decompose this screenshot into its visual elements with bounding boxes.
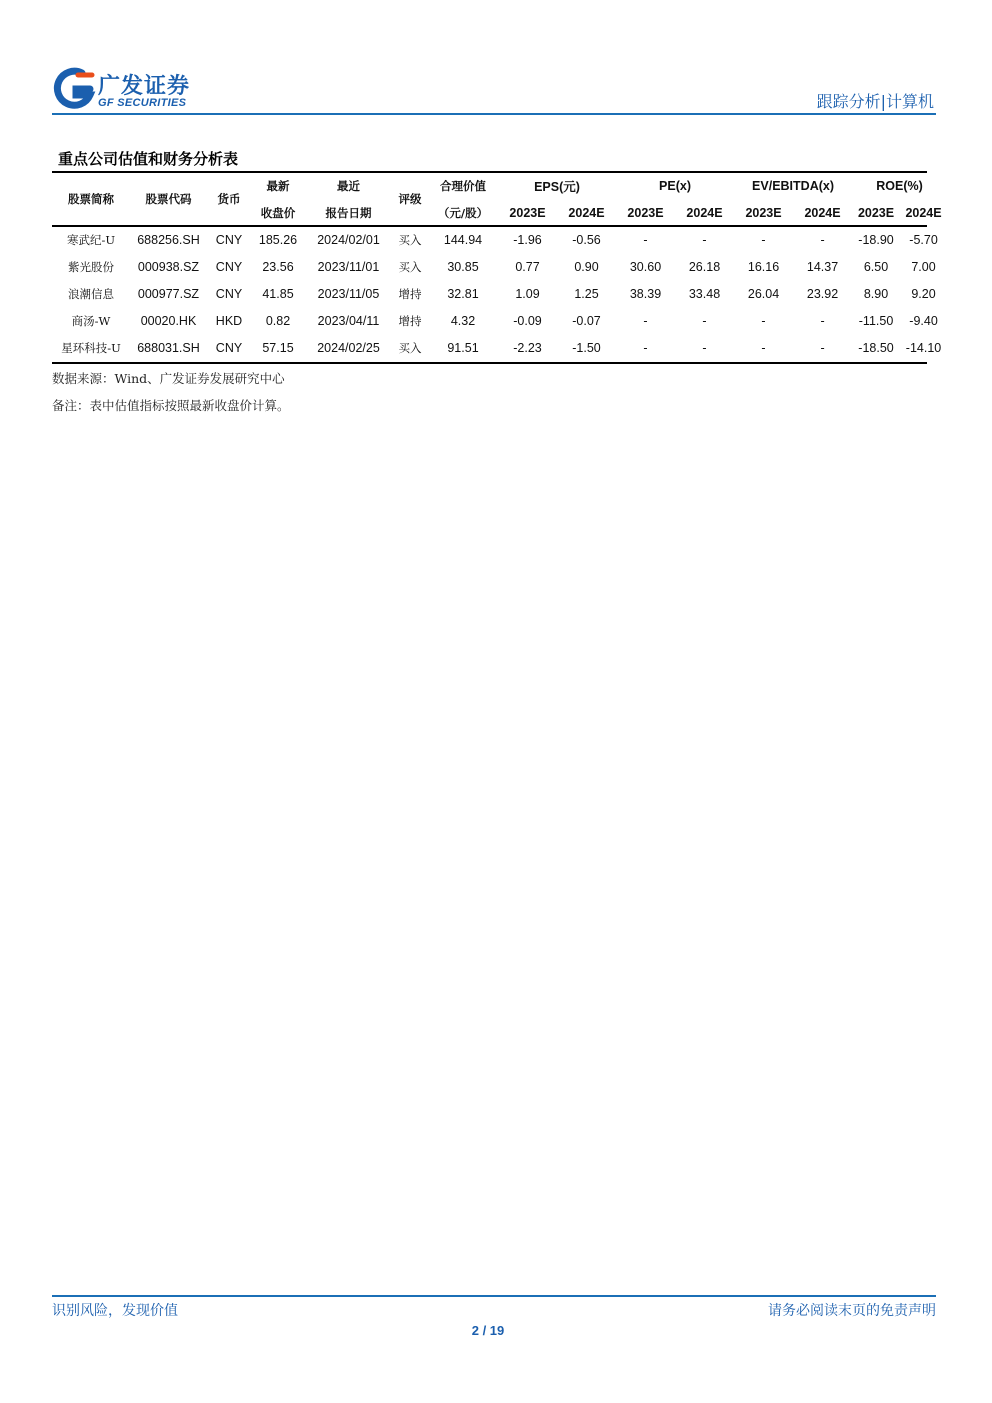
cell-eps24: 0.90 [574, 259, 599, 274]
table-header-row-1 [52, 172, 947, 199]
page-number: 2 / 19 [471, 1323, 505, 1338]
cell-pe24: 33.48 [688, 286, 721, 301]
section-title: 重点公司估值和财务分析表 [58, 150, 239, 168]
cell-fair: 91.51 [447, 341, 479, 356]
table-row [52, 335, 947, 362]
cell-pe23: - [643, 314, 648, 329]
cell-rating: 买入 [398, 232, 422, 247]
cell-code: 00020.HK [140, 314, 197, 329]
table-row [52, 308, 947, 335]
col-header-ev-2023e: 2023E [745, 205, 782, 220]
cell-name: 紫光股份 [68, 259, 114, 274]
cell-date: 2023/11/01 [317, 259, 380, 274]
cell-fair: 144.94 [443, 232, 483, 247]
cell-pe23: 38.39 [629, 286, 662, 301]
cell-date: 2023/11/05 [317, 286, 380, 301]
cell-date: 2024/02/25 [317, 341, 380, 356]
cell-roe24: 7.00 [911, 259, 936, 274]
cell-ev24: - [820, 232, 825, 247]
cell-roe23: -18.50 [858, 341, 894, 356]
cell-fair: 4.32 [450, 314, 476, 329]
cell-fair: 30.85 [447, 259, 479, 274]
col-header-date-line2: 报告日期 [325, 205, 372, 220]
cell-eps23: 0.77 [515, 259, 540, 274]
cell-name: 寒武纪-U [66, 232, 116, 247]
cell-fair: 32.81 [447, 286, 479, 301]
col-header-price-line2: 收盘价 [260, 205, 296, 220]
cell-ev24: - [820, 314, 825, 329]
footer-slogan: 识别风险，发现价值 [52, 1303, 178, 1319]
cell-ev23: - [761, 314, 766, 329]
valuation-table [52, 172, 947, 362]
gf-logo-icon [52, 67, 96, 111]
cell-name: 浪潮信息 [68, 286, 114, 301]
cell-ev23: - [761, 341, 766, 356]
col-header-ev-2024e: 2024E [804, 205, 841, 220]
cell-date: 2023/04/11 [317, 314, 380, 329]
col-header-pe-2023e: 2023E [627, 205, 664, 220]
footer-disclaimer: 请务必阅读末页的免责声明 [768, 1303, 936, 1319]
cell-code: 000977.SZ [137, 286, 200, 301]
cell-code: 000938.SZ [137, 259, 200, 274]
cell-eps23: -2.23 [513, 341, 542, 356]
cell-eps23: 1.09 [515, 286, 540, 301]
table-bottom-rule [52, 362, 927, 364]
cell-cur: CNY [215, 259, 243, 274]
col-header-roe-2024e: 2024E [905, 205, 942, 220]
col-header-pe-2024e: 2024E [686, 205, 723, 220]
col-header-currency: 货币 [217, 192, 241, 206]
col-header-eps: EPS(元) [534, 179, 580, 194]
col-header-eps-2023e: 2023E [509, 205, 546, 220]
cell-code: 688031.SH [137, 341, 200, 356]
col-header-roe: ROE(%) [876, 178, 923, 193]
footer-divider [52, 1295, 936, 1297]
data-source-note: 数据来源：Wind、广发证券发展研究中心 [52, 371, 285, 386]
cell-rating: 增持 [398, 314, 422, 329]
cell-ev24: 14.37 [806, 259, 839, 274]
col-header-fair-line1: 合理价值 [440, 178, 486, 193]
cell-roe24: -9.40 [909, 314, 938, 329]
cell-rating: 买入 [398, 259, 422, 274]
cell-eps24: -0.56 [572, 232, 601, 247]
col-header-date-line1: 最近 [337, 178, 360, 193]
cell-roe23: -11.50 [858, 314, 894, 329]
cell-rating: 买入 [398, 341, 422, 356]
col-header-code: 股票代码 [145, 192, 192, 206]
cell-ev24: 23.92 [806, 286, 839, 301]
cell-roe24: -14.10 [905, 341, 942, 356]
header-divider [52, 113, 936, 115]
cell-roe24: -5.70 [909, 232, 938, 247]
table-row [52, 226, 947, 253]
cell-roe23: 6.50 [863, 259, 889, 274]
cell-ev23: - [761, 232, 766, 247]
cell-cur: CNY [215, 232, 243, 247]
col-header-roe-2023e: 2023E [857, 205, 895, 220]
cell-price: 185.26 [258, 232, 298, 247]
table-row [52, 280, 947, 307]
cell-roe23: 8.90 [863, 286, 889, 301]
cell-eps23: -1.96 [513, 232, 542, 247]
report-category: 跟踪分析|计算机 [816, 92, 934, 111]
cell-pe24: - [702, 232, 707, 247]
cell-eps24: 1.25 [574, 286, 599, 301]
cell-price: 41.85 [262, 286, 294, 301]
cell-date: 2024/02/01 [317, 232, 380, 247]
logo-cn-text: 广发证券 [98, 74, 191, 99]
cell-pe24: - [702, 341, 707, 356]
cell-price: 23.56 [262, 259, 294, 274]
cell-roe23: -18.90 [858, 232, 894, 247]
cell-name: 星环科技-U [61, 341, 121, 356]
cell-eps24: -0.07 [572, 314, 601, 329]
logo-en-text: GF SECURITIES [98, 97, 187, 109]
gf-securities-logo [52, 66, 222, 112]
col-header-name: 股票简称 [68, 192, 114, 206]
table-body [52, 226, 947, 362]
cell-pe23: 30.60 [629, 259, 662, 274]
cell-price: 57.15 [262, 341, 294, 356]
cell-rating: 增持 [398, 286, 422, 301]
cell-name: 商汤-W [71, 314, 111, 329]
cell-ev23: 26.04 [747, 286, 780, 301]
cell-roe24: 9.20 [911, 286, 936, 301]
cell-pe23: - [643, 232, 648, 247]
col-header-pe: PE(x) [659, 178, 691, 193]
cell-eps24: -1.50 [572, 341, 601, 356]
col-header-eps-2024e: 2024E [568, 205, 605, 220]
cell-cur: HKD [215, 314, 243, 329]
cell-cur: CNY [215, 286, 243, 301]
remark-note: 备注：表中估值指标按照最新收盘价计算。 [52, 398, 290, 413]
cell-code: 688256.SH [137, 232, 200, 247]
col-header-price-line1: 最新 [266, 178, 290, 193]
cell-ev24: - [820, 341, 825, 356]
col-header-fair-line2: （元/股） [437, 205, 489, 220]
cell-pe24: - [702, 314, 707, 329]
col-header-ev-ebitda: EV/EBITDA(x) [752, 178, 834, 193]
cell-pe24: 26.18 [688, 259, 721, 274]
cell-price: 0.82 [265, 314, 291, 329]
cell-ev23: 16.16 [747, 259, 780, 274]
cell-pe23: - [643, 341, 648, 356]
cell-eps23: -0.09 [513, 314, 542, 329]
col-header-rating: 评级 [398, 192, 422, 206]
table-row [52, 253, 947, 280]
cell-cur: CNY [215, 341, 243, 356]
